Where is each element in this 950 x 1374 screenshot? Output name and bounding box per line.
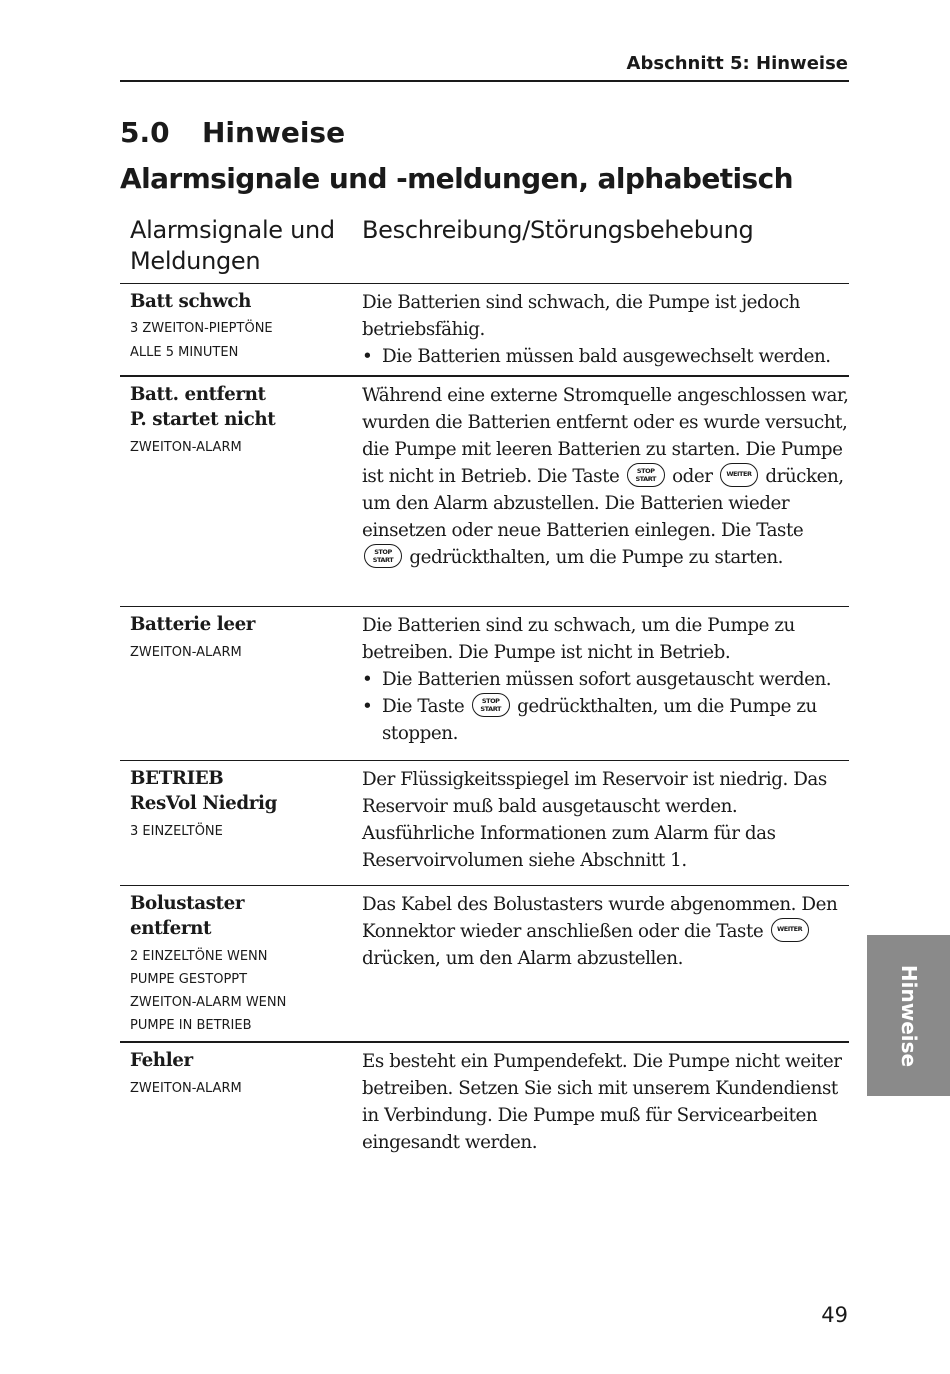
stop-start-button-icon: STOP START	[472, 693, 510, 717]
page-subtitle: Alarmsignale und -meldungen, alphabetisch	[120, 162, 793, 195]
alarm-signal	[130, 317, 355, 365]
signal-line: ALLE 5 MINUTEN	[130, 345, 239, 360]
description-text: gedrückthalten, um die Pumpe zu starten.	[409, 547, 784, 568]
alarm-cell	[130, 382, 355, 459]
table-row	[120, 283, 849, 375]
bullet-item: • Die Batterien müssen sofort ausgetauscht werden.	[362, 666, 849, 693]
section-side-tab	[867, 935, 950, 1096]
description-text: Es besteht ein Pumpendefekt. Die Pumpe nicht weiter betreiben. Setzen Sie sich mit unserem Kundendienst in Verbindung. Die Pumpe muß für Servicearbeiten eingesandt werden.	[362, 1051, 842, 1153]
bullet-item: • Die Taste STOP START gedrückthalten, um die Pumpe zu stoppen.	[362, 693, 849, 747]
alarm-cell	[130, 1048, 355, 1100]
alarm-cell	[130, 891, 355, 1037]
table-row	[120, 760, 849, 885]
alarm-name	[130, 766, 355, 816]
description-text: oder	[672, 466, 713, 487]
alarm-signal: ZWEITON-ALARM	[130, 440, 242, 455]
alarm-name: Batt schwch	[130, 291, 252, 312]
bullet-text: Die Batterien müssen sofort ausgetauscht werden.	[382, 669, 832, 690]
description-text: drücken, um den Alarm abzustellen. Die Batterien wieder einsetzen oder neue Batterien einlegen. Die Taste	[362, 466, 844, 541]
bullet-text: Die Taste STOP START gedrückthalten, um die Pumpe zu stoppen.	[382, 693, 849, 747]
table-row	[120, 885, 849, 1041]
alarm-name-line: Bolustaster	[130, 893, 245, 914]
description-text: Die Batterien sind zu schwach, um die Pumpe zu betreiben. Die Pumpe ist nicht in Betrieb.	[362, 615, 795, 663]
description-cell	[362, 1043, 849, 1156]
description-cell	[362, 377, 849, 571]
alarm-cell	[130, 612, 355, 664]
table-row	[120, 606, 849, 760]
page-number: 49	[821, 1303, 848, 1327]
description-cell	[362, 607, 849, 747]
alarm-name: Batterie leer	[130, 614, 256, 635]
alarm-name	[130, 382, 355, 432]
description-text: Während eine externe Stromquelle angeschlossen war, wurden die Batterien entfernt oder es wurde versucht, die Pumpe mit leeren Batterien zu starten. Die Pumpe ist nicht in Betrieb. Die Taste	[362, 385, 849, 487]
bullet-item: • Die Batterien müssen bald ausgewechselt werden.	[362, 343, 849, 370]
alarm-name: Fehler	[130, 1050, 193, 1071]
alarm-cell	[130, 289, 355, 365]
alarm-name-line: P. startet nicht	[130, 409, 276, 430]
column-header-description: Beschreibung/Störungsbehebung	[362, 216, 754, 244]
signal-line: 2 EINZELTÖNE WENN	[130, 949, 268, 964]
description-text: Der Flüssigkeitsspiegel im Reservoir ist niedrig. Das Reservoir muß bald ausgetauscht werden. Ausführliche Informationen zum Alarm für das Reservoirvolumen siehe Abschnitt 1.	[362, 769, 827, 871]
weiter-button-icon: WEITER	[720, 463, 758, 487]
alarm-signal: ZWEITON-ALARM	[130, 1081, 242, 1096]
section-title: Hinweise	[202, 116, 346, 149]
header-rule	[120, 80, 849, 82]
signal-line: PUMPE IN BETRIEB	[130, 1018, 252, 1033]
side-tab-label: Hinweise	[896, 964, 921, 1067]
table-row	[120, 375, 849, 606]
alarm-name-line: Batt. entfernt	[130, 384, 266, 405]
signal-line: PUMPE GESTOPPT	[130, 972, 248, 987]
description-text: Das Kabel des Bolustasters wurde abgenommen. Den Konnektor wieder anschließen oder die Taste	[362, 894, 838, 942]
alarm-name-line: BETRIEB	[130, 768, 224, 789]
alarm-table	[120, 283, 849, 1163]
stop-start-button-icon: STOP START	[364, 544, 402, 568]
alarm-cell	[130, 766, 355, 843]
alarm-signal: 3 EINZELTÖNE	[130, 824, 223, 839]
alarm-signal	[130, 945, 355, 1037]
description-cell	[362, 886, 849, 972]
alarm-name	[130, 891, 355, 941]
stop-start-button-icon: STOP START	[627, 463, 665, 487]
description-text: drücken, um den Alarm abzustellen.	[362, 948, 683, 969]
alarm-name-line: ResVol Niedrig	[130, 793, 277, 814]
table-row	[120, 1041, 849, 1163]
description-text: Die Batterien sind schwach, die Pumpe ist jedoch betriebsfähig.	[362, 292, 800, 340]
section-heading	[120, 116, 345, 149]
running-head: Abschnitt 5: Hinweise	[626, 53, 848, 74]
alarm-name-line: entfernt	[130, 918, 212, 939]
weiter-button-icon: WEITER	[771, 918, 809, 942]
signal-line: ZWEITON-ALARM WENN	[130, 995, 287, 1010]
column-header-alarms: Alarmsignale und Meldungen	[130, 216, 335, 275]
description-cell	[362, 761, 849, 874]
alarm-signal: ZWEITON-ALARM	[130, 645, 242, 660]
section-number: 5.0	[120, 116, 170, 149]
description-cell	[362, 284, 849, 370]
bullet-text: Die Batterien müssen bald ausgewechselt werden.	[382, 346, 831, 367]
signal-line: 3 ZWEITON-PIEPTÖNE	[130, 321, 273, 336]
